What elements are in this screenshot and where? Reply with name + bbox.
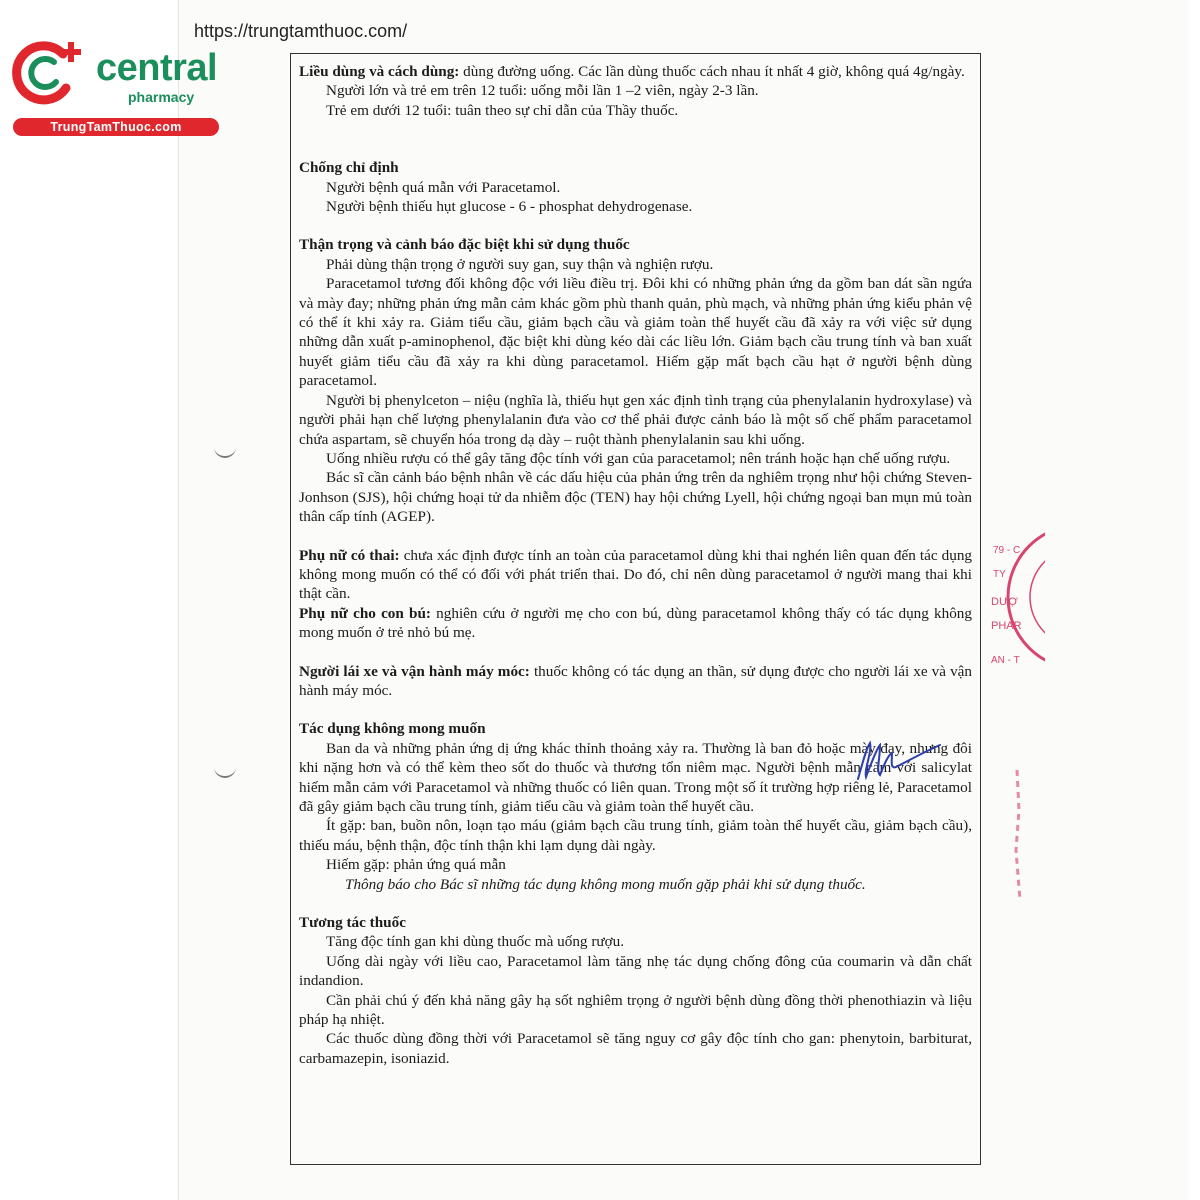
lactation-text: nghiên cứu ở người mẹ cho con bú, dùng paracetamol không thấy có tác dụng không mong muốn ở trẻ nhỏ bú mẹ.: [299, 604, 972, 642]
dosage-title: Liều dùng và cách dùng:: [299, 63, 460, 80]
side-effects-paragraph: Ít gặp: ban, buồn nôn, loạn tạo máu (giảm bạch cầu trung tính, giảm toàn thể huyết cầu, giảm bạch cầu), thiếu máu, bệnh thận, độc tính thận khi lạm dụng dài ngày.: [299, 817, 972, 854]
pregnancy-title: Phụ nữ có thai:: [299, 546, 400, 564]
central-pharmacy-logo-mark-icon: [10, 36, 90, 108]
dosage-adults: Người lớn và trẻ em trên 12 tuổi: uống mỗi lần 1 –2 viên, ngày 2-3 lần.: [326, 82, 759, 100]
pregnancy-text: chưa xác định được tính an toàn của paracetamol dùng khi thai nghén liên quan đến tác dụng không mong muốn có thể có đối với phát triển thai. Do đó, chỉ nên dùng paracetamol ở người mang thai khi thật cần.: [299, 546, 973, 603]
contraindication-item: Người bệnh thiếu hụt glucose - 6 - phosphat dehydrogenase.: [326, 198, 693, 216]
interactions-paragraph: Các thuốc dùng đồng thời với Paracetamol sẽ tăng nguy cơ gây độc tính cho gan: phenytoin, barbiturat, carbamazepin, isoniazid.: [299, 1030, 972, 1067]
warnings-paragraph: Người bị phenylceton – niệu (nghĩa là, thiếu hụt gen xác định tình trạng của phenylalanin hydroxylase) và người phải hạn chế lượng phenylalanin đưa vào cơ thể phải được cảnh báo là một số chế phẩm paracetamol chứa aspartam, sẽ chuyển hóa trong dạ dày – ruột thành phenylalanin sau khi uống.: [299, 391, 972, 448]
driving-paragraph: [299, 662, 972, 701]
warnings-paragraph: Uống nhiều rượu có thể gây tăng độc tính với gan của paracetamol; nên tránh hoặc hạn chế uống rượu.: [326, 449, 951, 467]
lactation-title: Phụ nữ cho con bú:: [299, 604, 431, 622]
interactions-paragraph: Cần phải chú ý đến khả năng gây hạ sốt nghiêm trọng ở người bệnh dùng đồng thời phenothiazin và liệu pháp hạ nhiệt.: [299, 991, 972, 1029]
dosage-paragraph: [299, 62, 972, 81]
warnings-paragraph: Bác sĩ cần cảnh báo bệnh nhân về các dấu hiệu của phản ứng trên da nghiêm trọng như hội chứng Steven-Jonhson (SJS), hội chứng hoại tử da nhiễm độc (TEN) hay hội chứng Lyell, hội chứng ngoại ban mụn mủ toàn thân cấp tính (AGEP).: [299, 469, 972, 526]
source-url[interactable]: https://trungtamthuoc.com/: [194, 21, 408, 41]
side-effects-paragraph: Hiếm gặp: phản ứng quá mẫn: [326, 856, 506, 874]
stamp-text-line: TY: [993, 569, 1006, 580]
pharmacy-logo[interactable]: [10, 36, 218, 136]
dosage-text: dùng đường uống. Các lần dùng thuốc cách nhau ít nhất 4 giờ, không quá 4g/ngày.: [463, 63, 965, 80]
handwritten-signature: [850, 735, 945, 785]
logo-brand-name: central: [96, 47, 218, 89]
dosage-children: Trẻ em dưới 12 tuổi: tuân theo sự chỉ dẫn của Thầy thuốc.: [326, 101, 679, 119]
contraindications-title: Chống chỉ định: [299, 159, 399, 177]
warnings-paragraph: Phải dùng thận trọng ở người suy gan, suy thận và nghiện rượu.: [326, 255, 714, 273]
stamp-text-line: AN - T: [991, 655, 1020, 666]
driving-text: thuốc không có tác dụng an thần, sử dụng được cho người lái xe và vận hành máy móc.: [299, 662, 972, 699]
pregnancy-paragraph: [299, 546, 972, 604]
stamp-text-line: 79 - C: [993, 545, 1021, 556]
side-effects-note: Thông báo cho Bác sĩ những tác dụng không mong muốn gặp phải khi sử dụng thuốc.: [345, 875, 866, 893]
stamp-text-line: DƯỢ: [991, 596, 1018, 608]
warnings-title: Thận trọng và cảnh báo đặc biệt khi sử dụng thuốc: [299, 236, 630, 254]
logo-subtitle: pharmacy: [128, 89, 195, 105]
interactions-paragraph: Uống dài ngày với liều cao, Paracetamol làm tăng nhẹ tác dụng chống đông của coumarin và dẫn chất indandion.: [299, 952, 972, 990]
leaflet-text-box: [290, 53, 981, 1165]
logo-site-badge: TrungTamThuoc.com: [13, 118, 219, 136]
warnings-paragraph: Paracetamol tương đối không độc với liều điều trị. Đôi khi có những phản ứng da gồm ban dát sần ngứa và mày đay; những phản ứng mẫn cảm khác gồm phù thanh quản, phù mạch, và những phản ứng kiểu phản vệ có thể ít khi xảy ra. Giảm tiểu cầu, giảm bạch cầu và giảm toàn thể huyết cầu đã xảy ra với việc sử dụng những dẫn xuất p-aminophenol, đặc biệt khi dùng kéo dài các liều lớn. Giảm bạch cầu trung tính và ban xuất huyết giảm tiểu cầu đã xảy ra khi dùng paracetamol. Hiếm gặp mất bạch cầu hạt ở người bệnh dùng paracetamol.: [299, 275, 972, 390]
driving-title: Người lái xe và vận hành máy móc:: [299, 662, 530, 680]
company-stamp: [985, 515, 1045, 680]
stamp-text-line: PHAR: [991, 620, 1022, 632]
lactation-paragraph: [299, 604, 972, 643]
interactions-title: Tương tác thuốc: [299, 914, 406, 932]
contraindication-item: Người bệnh quá mẫn với Paracetamol.: [326, 178, 561, 196]
stamp-bleed-mark: [1012, 770, 1022, 900]
side-effects-paragraph: Ban da và những phản ứng dị ứng khác thỉnh thoảng xảy ra. Thường là ban đỏ hoặc mày đay, nhưng đôi khi nặng hơn và có thể kèm theo sốt do thuốc và thương tổn niêm mạc. Người bệnh mẫn cảm với salicylat hiếm mẫn cảm với Paracetamol và những thuốc có liên quan. Trong một số ít trường hợp riêng lẻ, Paracetamol đã gây giảm bạch cầu trung tính, giảm tiểu cầu và giảm toàn thể huyết cầu.: [299, 739, 972, 815]
side-effects-title: Tác dụng không mong muốn: [299, 720, 486, 738]
interactions-paragraph: Tăng độc tính gan khi dùng thuốc mà uống rượu.: [326, 933, 625, 951]
